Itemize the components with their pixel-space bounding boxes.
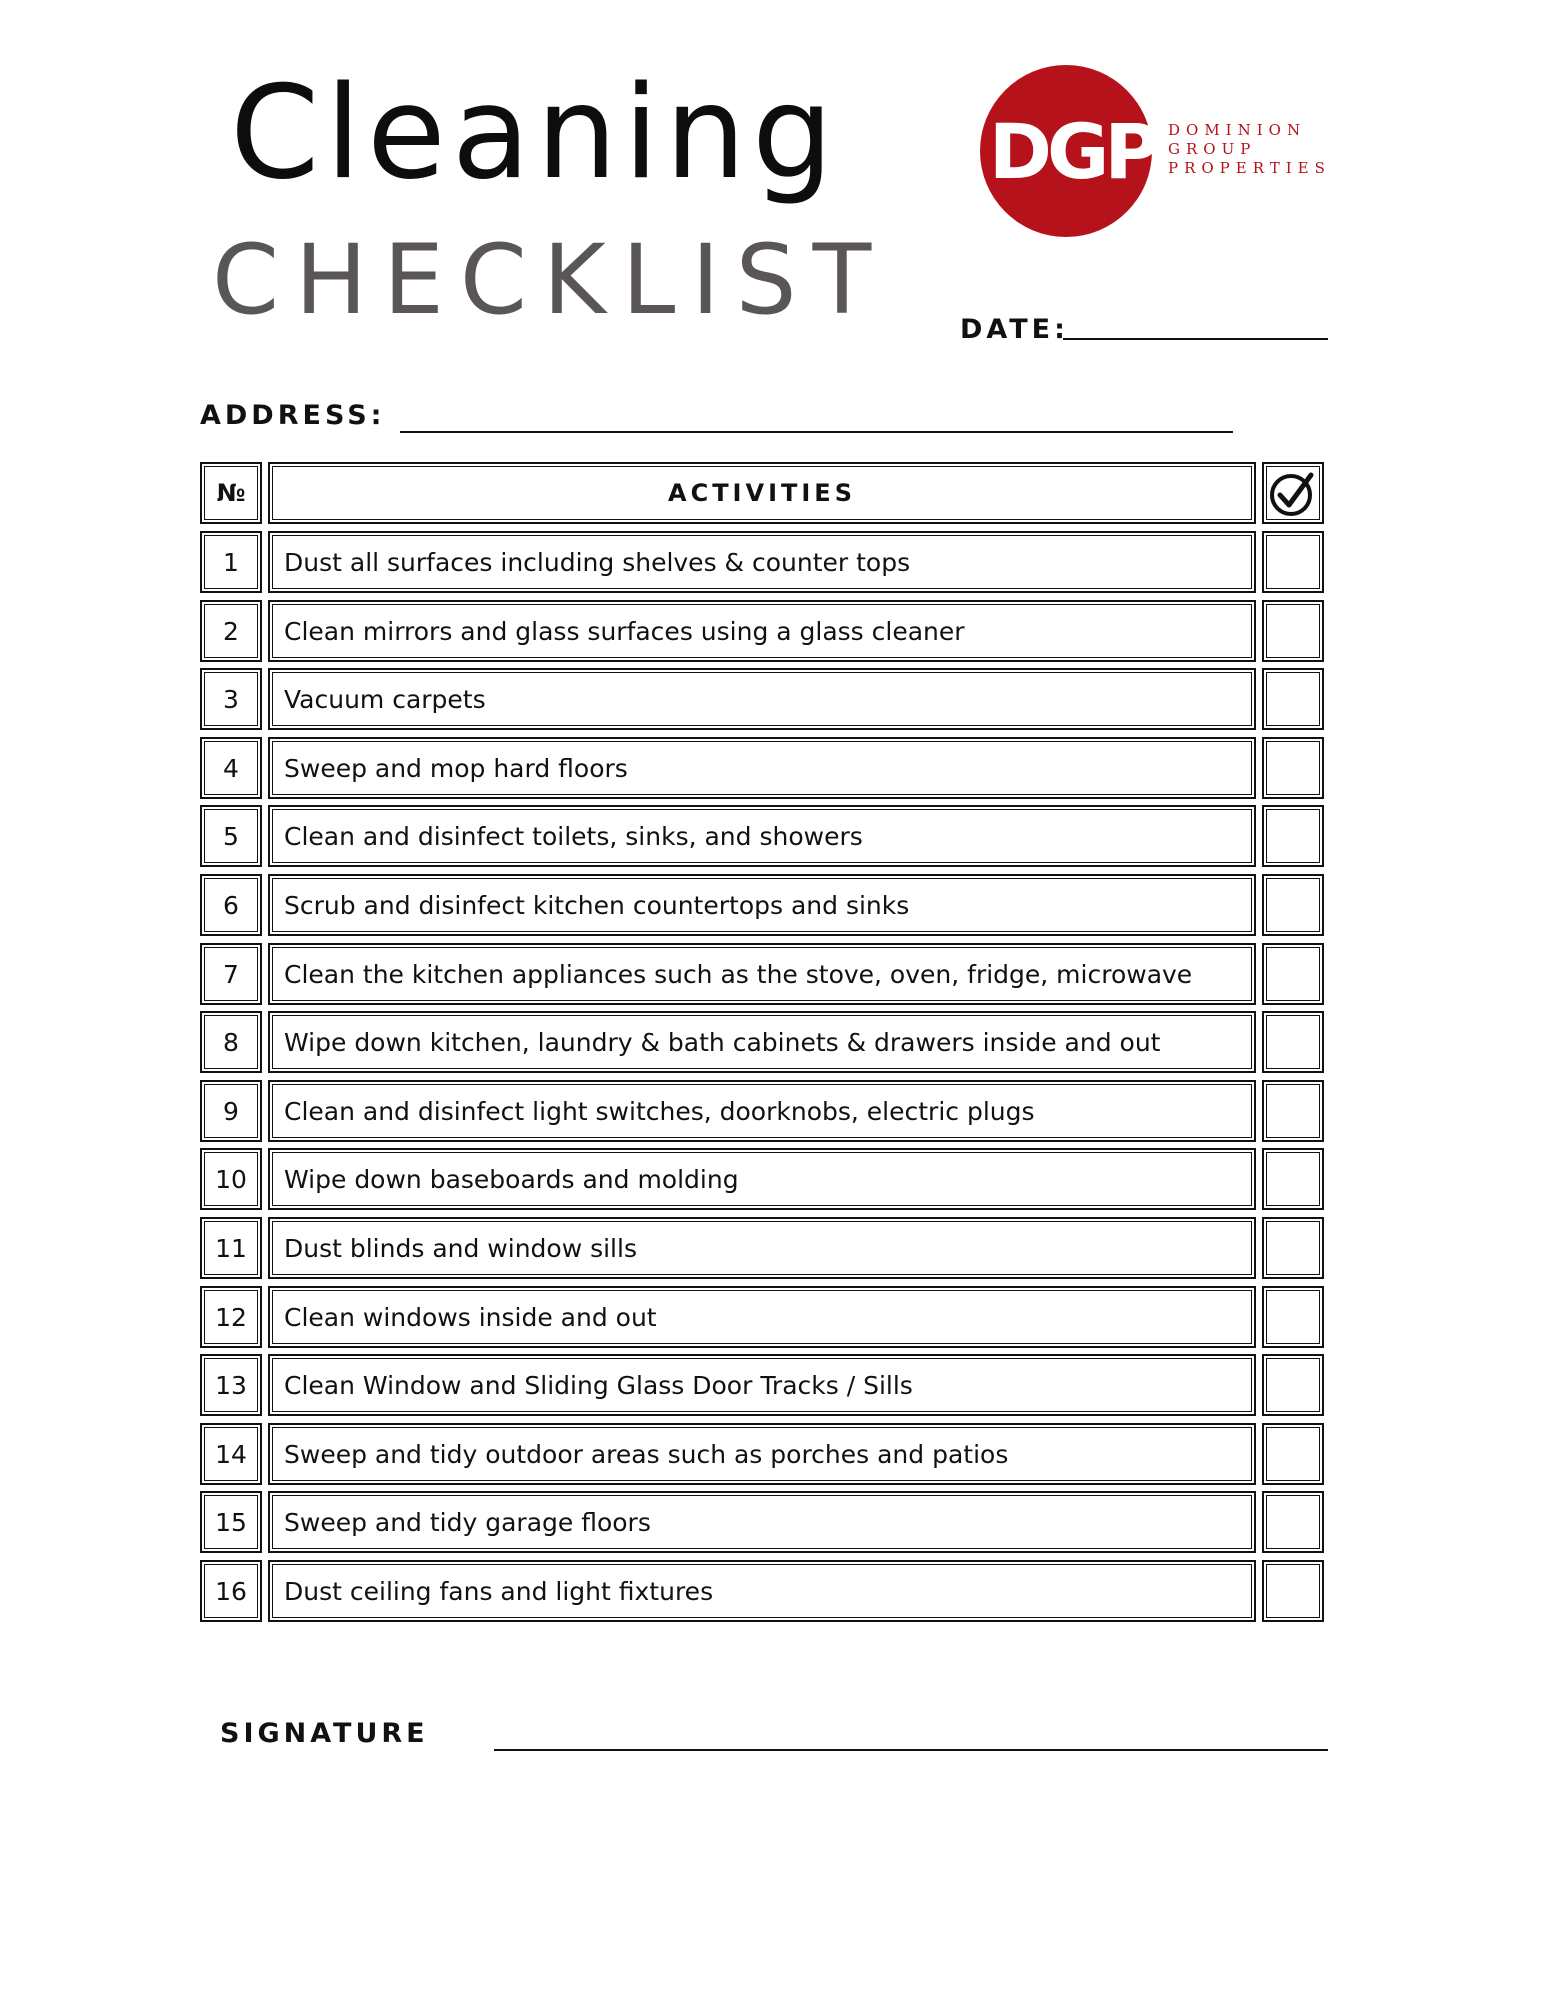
company-logo	[980, 65, 1340, 245]
date-label: DATE:	[960, 314, 1069, 345]
row-number: 8	[200, 1011, 262, 1073]
row-checkbox[interactable]	[1262, 1148, 1324, 1210]
row-activity: Clean and disinfect light switches, doorknobs, electric plugs	[268, 1080, 1256, 1142]
row-number: 7	[200, 943, 262, 1005]
row-checkbox[interactable]	[1262, 874, 1324, 936]
date-field-line[interactable]	[1063, 338, 1328, 340]
row-checkbox[interactable]	[1262, 1423, 1324, 1485]
header-activities: ACTIVITIES	[268, 462, 1256, 524]
logo-word: GROUP	[1168, 140, 1257, 158]
logo-mark: DGP	[988, 106, 1156, 196]
row-checkbox[interactable]	[1262, 943, 1324, 1005]
row-activity: Sweep and mop hard floors	[268, 737, 1256, 799]
row-number: 12	[200, 1286, 262, 1348]
logo-word: PROPERTIES	[1168, 159, 1331, 177]
row-activity: Dust ceiling fans and light fixtures	[268, 1560, 1256, 1622]
row-number: 16	[200, 1560, 262, 1622]
row-checkbox[interactable]	[1262, 668, 1324, 730]
row-activity: Clean and disinfect toilets, sinks, and showers	[268, 805, 1256, 867]
row-activity: Scrub and disinfect kitchen countertops and sinks	[268, 874, 1256, 936]
page-title-cleaning: Cleaning	[230, 59, 840, 208]
row-checkbox[interactable]	[1262, 1560, 1324, 1622]
row-checkbox[interactable]	[1262, 1354, 1324, 1416]
row-number: 11	[200, 1217, 262, 1279]
row-checkbox[interactable]	[1262, 1491, 1324, 1553]
row-activity: Sweep and tidy outdoor areas such as porches and patios	[268, 1423, 1256, 1485]
row-activity: Clean Window and Sliding Glass Door Tracks / Sills	[268, 1354, 1256, 1416]
row-checkbox[interactable]	[1262, 1286, 1324, 1348]
row-checkbox[interactable]	[1262, 1217, 1324, 1279]
row-activity: Dust all surfaces including shelves & counter tops	[268, 531, 1256, 593]
row-activity: Clean the kitchen appliances such as the stove, oven, fridge, microwave	[268, 943, 1256, 1005]
row-number: 9	[200, 1080, 262, 1142]
row-number: 4	[200, 737, 262, 799]
signature-label: SIGNATURE	[220, 1718, 429, 1749]
address-label: ADDRESS:	[200, 400, 386, 431]
row-activity: Dust blinds and window sills	[268, 1217, 1256, 1279]
row-activity: Vacuum carpets	[268, 668, 1256, 730]
row-activity: Wipe down kitchen, laundry & bath cabinets & drawers inside and out	[268, 1011, 1256, 1073]
row-checkbox[interactable]	[1262, 1080, 1324, 1142]
row-number: 1	[200, 531, 262, 593]
header-number: №	[200, 462, 262, 524]
row-number: 13	[200, 1354, 262, 1416]
header-check	[1262, 462, 1324, 524]
row-activity: Wipe down baseboards and molding	[268, 1148, 1256, 1210]
row-checkbox[interactable]	[1262, 531, 1324, 593]
row-number: 14	[200, 1423, 262, 1485]
signature-field-line[interactable]	[494, 1749, 1328, 1751]
row-activity: Sweep and tidy garage floors	[268, 1491, 1256, 1553]
address-field-line[interactable]	[400, 431, 1233, 433]
row-checkbox[interactable]	[1262, 1011, 1324, 1073]
row-number: 10	[200, 1148, 262, 1210]
check-mark-icon	[1267, 467, 1319, 519]
logo-word: DOMINION	[1168, 121, 1307, 139]
row-activity: Clean windows inside and out	[268, 1286, 1256, 1348]
row-number: 2	[200, 600, 262, 662]
row-activity: Clean mirrors and glass surfaces using a glass cleaner	[268, 600, 1256, 662]
row-checkbox[interactable]	[1262, 737, 1324, 799]
row-checkbox[interactable]	[1262, 600, 1324, 662]
row-number: 6	[200, 874, 262, 936]
row-number: 15	[200, 1491, 262, 1553]
logo-wordmark	[1168, 121, 1331, 178]
row-checkbox[interactable]	[1262, 805, 1324, 867]
row-number: 5	[200, 805, 262, 867]
row-number: 3	[200, 668, 262, 730]
page-title-checklist: CHECKLIST	[212, 224, 888, 336]
